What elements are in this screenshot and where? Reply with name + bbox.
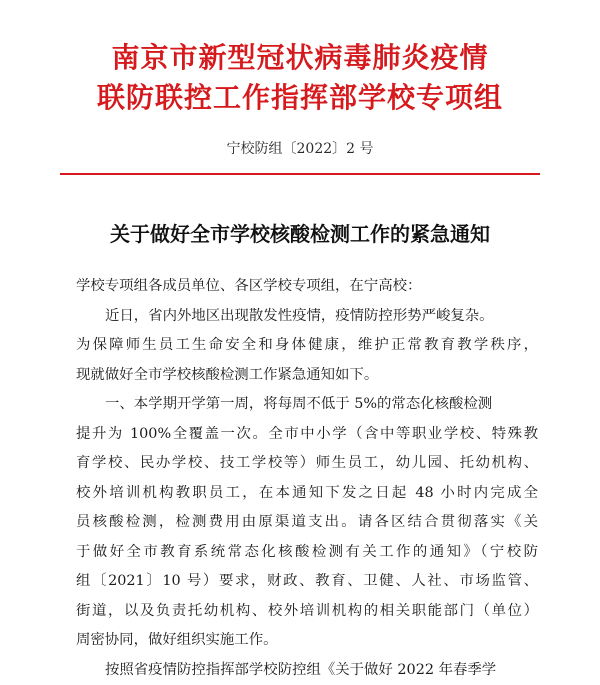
red-separator-line — [60, 173, 540, 175]
issuer-title-line-1: 南京市新型冠状病毒肺炎疫情 — [0, 36, 600, 76]
body-line: 校外培训机构教职员工，在本通知下发之日起 48 小时内完成全 — [76, 479, 538, 509]
issuer-title-line-2: 联防联控工作指挥部学校专项组 — [0, 76, 600, 116]
body-line: 于做好全市教育系统常态化核酸检测有关工作的通知》（宁校防 — [76, 538, 538, 568]
body-line: 组〔2021〕10 号）要求，财政、教育、卫健、人社、市场监管、 — [76, 567, 538, 597]
body-line: 近日，省内外地区出现散发性疫情，疫情防控形势严峻复杂。 — [76, 302, 538, 332]
body-text — [76, 272, 538, 685]
body-line: 一、本学期开学第一周，将每周不低于 5%的常态化核酸检测 — [76, 390, 538, 420]
body-line: 育学校、民办学校、技工学校等）师生员工，幼儿园、托幼机构、 — [76, 449, 538, 479]
document-number: 宁校防组〔2022〕2 号 — [0, 138, 600, 158]
body-line-addressee: 学校专项组各成员单位、各区学校专项组，在宁高校： — [76, 272, 538, 302]
body-line: 员核酸检测，检测费用由原渠道支出。请各区结合贯彻落实《关 — [76, 508, 538, 538]
body-line: 街道，以及负责托幼机构、校外培训机构的相关职能部门（单位） — [76, 597, 538, 627]
body-line: 周密协同，做好组织实施工作。 — [76, 626, 538, 656]
body-line: 提升为 100%全覆盖一次。全市中小学（含中等职业学校、特殊教 — [76, 420, 538, 450]
body-line: 现就做好全市学校核酸检测工作紧急通知如下。 — [76, 361, 538, 391]
body-line: 为保障师生员工生命安全和身体健康，维护正常教育教学秩序， — [76, 331, 538, 361]
notice-title: 关于做好全市学校核酸检测工作的紧急通知 — [0, 218, 600, 247]
body-line: 按照省疫情防控指挥部学校防控组《关于做好 2022 年春季学 — [76, 656, 538, 685]
